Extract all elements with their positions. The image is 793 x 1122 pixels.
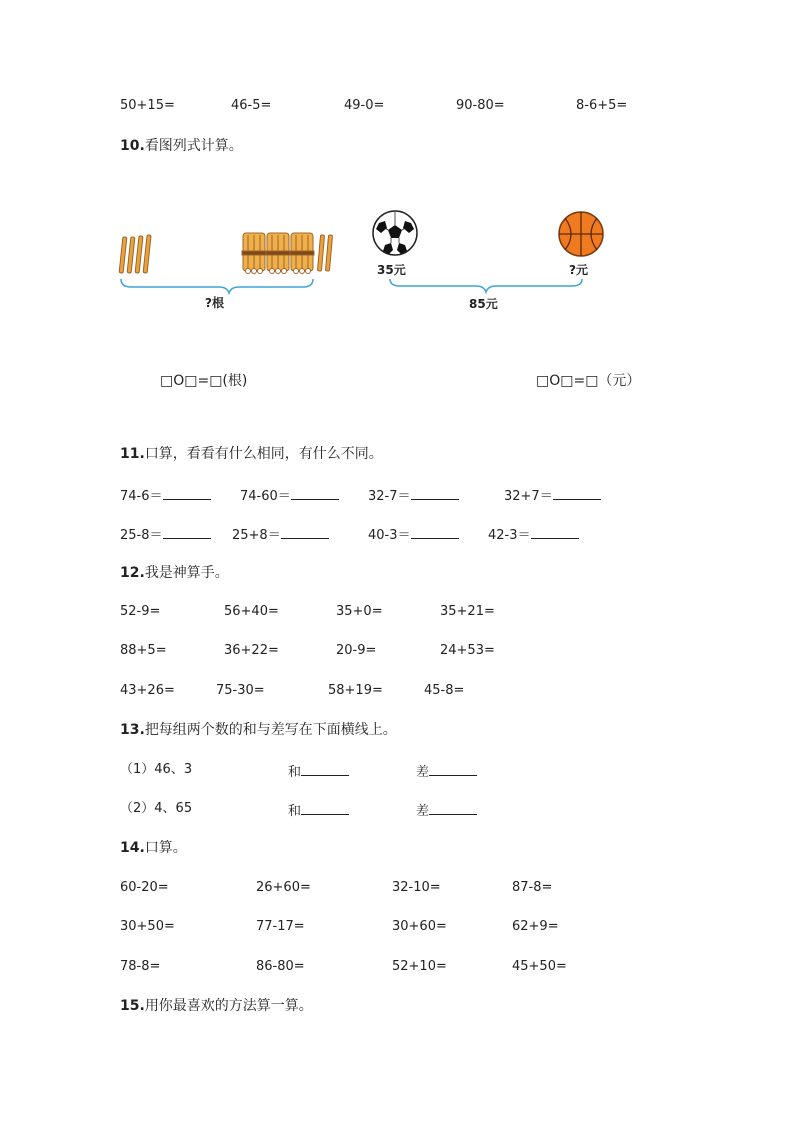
- total-label: 85元: [469, 297, 498, 311]
- soccer-ball-icon: [371, 209, 419, 257]
- question-title: [120, 445, 383, 463]
- expr: 40-3＝: [368, 525, 459, 544]
- pair-label: （1）46、3: [120, 762, 193, 777]
- diff-field: 差: [416, 801, 477, 820]
- answer-blank[interactable]: [163, 525, 211, 539]
- expr: 35+21=: [440, 604, 495, 619]
- expr: 58+19=: [328, 683, 383, 698]
- ball2-price: ?元: [569, 263, 588, 277]
- expr: 52-9=: [120, 604, 161, 619]
- diff-field: 差: [416, 762, 477, 781]
- question-number: 11.: [120, 446, 145, 462]
- question-text: 把每组两个数的和与差写在下面横线上。: [144, 722, 397, 738]
- question-text: 口算，看看有什么相同，有什么不同。: [144, 446, 383, 462]
- expr: 77-17=: [256, 919, 305, 934]
- answer-blank[interactable]: [301, 762, 349, 776]
- sum-field: 和: [288, 762, 349, 781]
- question-title: [120, 137, 243, 155]
- answer-blank[interactable]: [291, 486, 339, 500]
- expr: 43+26=: [120, 683, 175, 698]
- answer-blank[interactable]: [281, 525, 329, 539]
- question-title: [120, 997, 313, 1015]
- expr: 45-8=: [424, 683, 465, 698]
- basketball-icon: [557, 210, 605, 258]
- expr: 78-8=: [120, 959, 161, 974]
- expr: 90-80=: [456, 98, 505, 113]
- expr: 45+50=: [512, 959, 567, 974]
- question-title: [120, 564, 229, 582]
- answer-blank[interactable]: [411, 486, 459, 500]
- expr: 74-60＝: [240, 486, 339, 505]
- expr: 86-80=: [256, 959, 305, 974]
- answer-blank[interactable]: [301, 801, 349, 815]
- expr: 74-6＝: [120, 486, 211, 505]
- expr: 32-7＝: [368, 486, 459, 505]
- expr: 50+15=: [120, 98, 175, 113]
- expr: 52+10=: [392, 959, 447, 974]
- expr: 60-20=: [120, 880, 169, 895]
- question-number: 12.: [120, 565, 145, 581]
- answer-blank[interactable]: [429, 762, 477, 776]
- expr: 62+9=: [512, 919, 559, 934]
- expr: 25-8＝: [120, 525, 211, 544]
- answer-blank[interactable]: [429, 801, 477, 815]
- question-number: 15.: [120, 998, 145, 1014]
- expr: 46-5=: [231, 98, 272, 113]
- answer-blank[interactable]: [553, 486, 601, 500]
- question-title: [120, 839, 187, 857]
- expr: 8-6+5=: [576, 98, 628, 113]
- expr: 87-8=: [512, 880, 553, 895]
- price-bracket: [388, 277, 584, 297]
- expr: 25+8＝: [232, 525, 329, 544]
- question-text: 口算。: [144, 840, 187, 856]
- pair-label: （2）4、65: [120, 801, 193, 816]
- question-title: [120, 721, 397, 739]
- formula-balls: □O□=□（元）: [536, 373, 641, 389]
- expr: 36+22=: [224, 643, 279, 658]
- question-number: 14.: [120, 840, 145, 856]
- expr: 32-10=: [392, 880, 441, 895]
- expr: 35+0=: [336, 604, 383, 619]
- question-text: 看图列式计算。: [144, 138, 243, 154]
- answer-blank[interactable]: [531, 525, 579, 539]
- expr: 88+5=: [120, 643, 167, 658]
- expr: 24+53=: [440, 643, 495, 658]
- expr: 56+40=: [224, 604, 279, 619]
- expr: 32+7＝: [504, 486, 601, 505]
- expr: 26+60=: [256, 880, 311, 895]
- expr: 20-9=: [336, 643, 377, 658]
- expr: 75-30=: [216, 683, 265, 698]
- expr: 42-3＝: [488, 525, 579, 544]
- sum-field: 和: [288, 801, 349, 820]
- sticks-icon: [115, 225, 345, 305]
- question-text: 我是神算手。: [144, 565, 229, 581]
- formula-sticks: □O□=□(根): [160, 373, 248, 389]
- expr: 49-0=: [344, 98, 385, 113]
- expr: 30+60=: [392, 919, 447, 934]
- expr: 30+50=: [120, 919, 175, 934]
- ball1-price: 35元: [377, 263, 406, 277]
- answer-blank[interactable]: [411, 525, 459, 539]
- question-number: 13.: [120, 722, 145, 738]
- answer-blank[interactable]: [163, 486, 211, 500]
- sticks-label: ?根: [205, 296, 224, 310]
- question-text: 用你最喜欢的方法算一算。: [144, 998, 313, 1014]
- question-number: 10.: [120, 138, 145, 154]
